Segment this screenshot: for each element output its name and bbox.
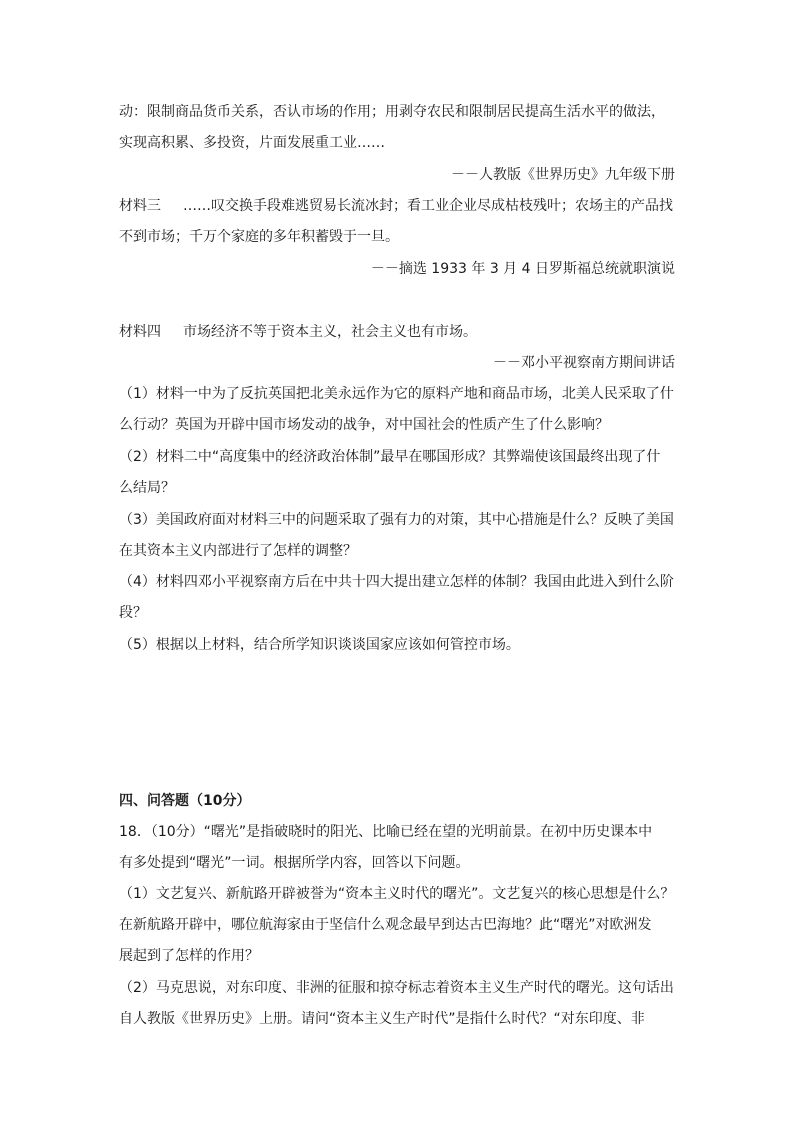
- question-17-1-line-1: （1）材料一中为了反抗英国把北美永远作为它的原料产地和商品市场，北美人民采取了什: [119, 386, 674, 402]
- material-3-label: 材料三: [119, 198, 161, 214]
- material-4-label: 材料四: [119, 324, 161, 340]
- material-3-source: －－摘选 1933 年 3 月 4 日罗斯福总统就职演说: [370, 261, 675, 277]
- question-17-2-line-2: 么结局？: [119, 480, 175, 496]
- question-18-2-line-1: （2）马克思说，对东印度、非洲的征服和掠夺标志着资本主义生产时代的曙光。这句话出: [119, 980, 674, 996]
- material-3-line-1: [119, 197, 675, 215]
- question-17-4-line-1: （4）材料四邓小平视察南方后在中共十四大提出建立怎样的体制？我国由此进入到什么阶: [119, 574, 674, 590]
- question-18-2-line-2: 自人教版《世界历史》上册。请问“资本主义生产时代”是指什么时代？“对东印度、非: [119, 1011, 645, 1027]
- material-4-line: [119, 323, 675, 341]
- question-17-1-line-2: 么行动？英国为开辟中国市场发动的战争，对中国社会的性质产生了什么影响？: [119, 417, 609, 433]
- question-17-3-line-2: 在其资本主义内部进行了怎样的调整？: [119, 543, 357, 559]
- material-4-source: －－邓小平视察南方期间讲话: [493, 355, 675, 371]
- material-4-text: 市场经济不等于资本主义，社会主义也有市场。: [183, 324, 477, 340]
- material-3-text-1: ……叹交换手段难逃贸易长流冰封；看工业企业尽成枯枝残叶；农场主的产品找: [183, 198, 673, 214]
- material-2-source: －－人教版《世界历史》九年级下册: [451, 167, 675, 183]
- material-continuation-line-1: 动：限制商品货币关系，否认市场的作用；用剥夺农民和限制居民提高生活水平的做法，: [119, 104, 665, 120]
- material-3-line-2: 不到市场；千万个家庭的多年积蓄毁于一旦。: [119, 229, 399, 245]
- question-18-intro-line-1: 18．（10分）“曙光”是指破晓时的阳光、比喻已经在望的光明前景。在初中历史课本中: [119, 824, 653, 840]
- question-17-5-line-1: （5）根据以上材料，结合所学知识谈谈国家应该如何管控市场。: [119, 637, 520, 653]
- section-4-heading: 四、问答题（10分）: [119, 793, 251, 809]
- question-18-intro-line-2: 有多处提到“曙光”一词。根据所学内容，回答以下问题。: [119, 855, 470, 871]
- question-17-3-line-1: （3）美国政府面对材料三中的问题采取了强有力的对策，其中心措施是什么？反映了美国: [119, 512, 674, 528]
- question-17-4-line-2: 段？: [119, 605, 147, 621]
- material-continuation-line-2: 实现高积累、多投资，片面发展重工业……: [119, 135, 385, 151]
- question-18-1-line-2: 在新航路开辟中，哪位航海家由于坚信什么观念最早到达古巴海地？此“曙光”对欧洲发: [119, 917, 652, 933]
- question-17-2-line-1: （2）材料二中“高度集中的经济政治体制”最早在哪国形成？其弊端使该国最终出现了什: [119, 449, 661, 465]
- question-18-1-line-1: （1）文艺复兴、新航路开辟被誉为“资本主义时代的曙光”。文艺复兴的核心思想是什么？: [119, 886, 675, 902]
- question-18-1-line-3: 展起到了怎样的作用？: [119, 948, 259, 964]
